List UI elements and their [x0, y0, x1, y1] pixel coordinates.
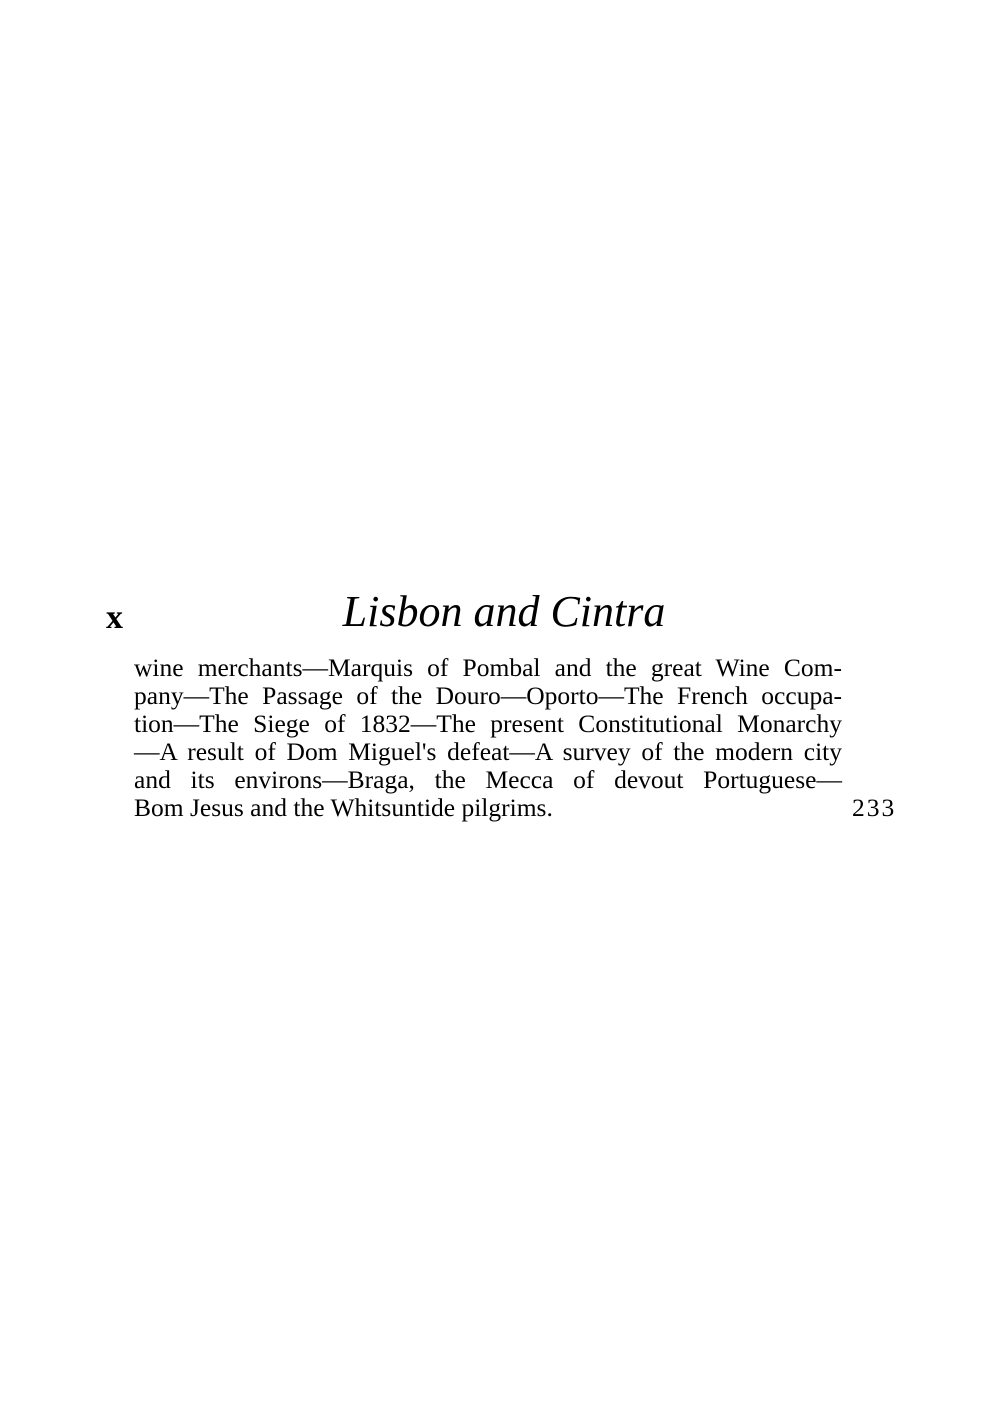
page-number: x [106, 599, 124, 636]
contents-entry [134, 654, 842, 822]
entry-line: wine merchants—Marquis of Pombal and the great Wine Com- [134, 653, 842, 682]
entry-page-reference: 233 [852, 793, 897, 822]
entry-line: and its environs—Braga, the Mecca of devout Portuguese— [134, 765, 842, 794]
entry-line: pany—The Passage of the Douro—Oporto—The French occupa- [134, 681, 842, 710]
entry-line: Bom Jesus and the Whitsuntide pilgrims. [134, 793, 553, 822]
entry-line: —A result of Dom Miguel's defeat—A survey of the modern city [134, 737, 842, 766]
entry-line: tion—The Siege of 1832—The present Constitutional Monarchy [134, 709, 842, 738]
running-title: Lisbon and Cintra [342, 587, 666, 636]
